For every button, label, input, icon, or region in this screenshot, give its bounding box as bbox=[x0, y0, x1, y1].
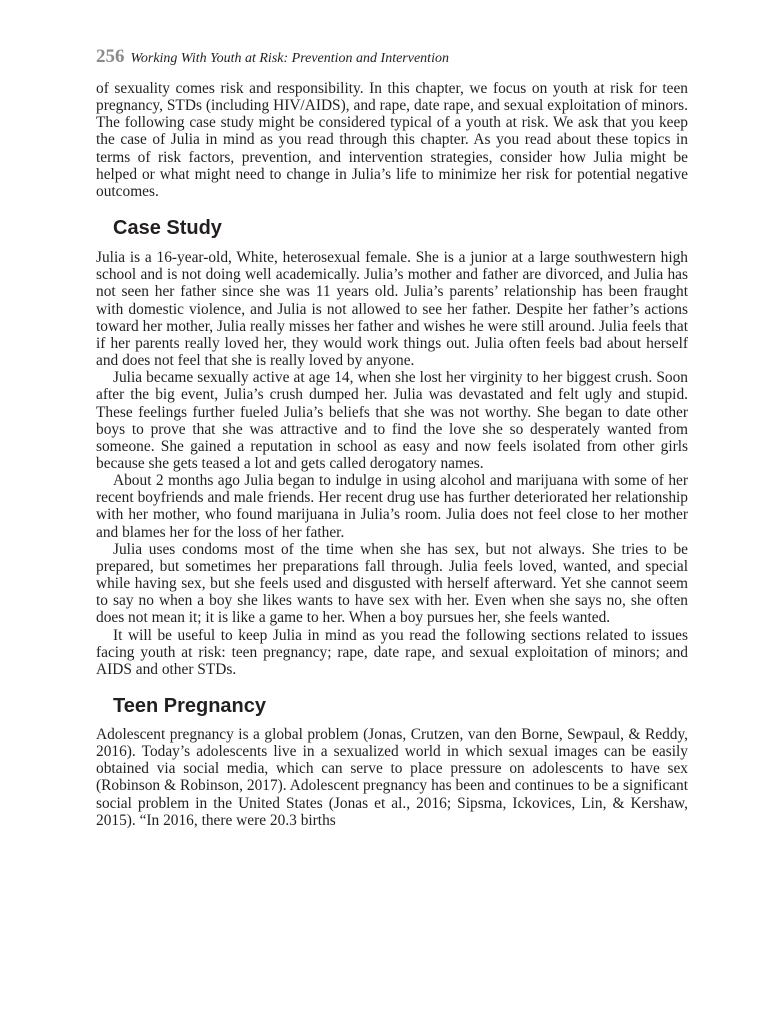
teen-pregnancy-heading: Teen Pregnancy bbox=[113, 695, 267, 717]
case-study-paragraph-1: Julia is a 16-year-old, White, heterosexual female. She is a junior at a large southwestern high school and is not doing well academically. Julia’s mother and father are divorced, and Julia has not seen her father since she was 11 years old. Julia’s parents’ relationship has been fraught with domestic violence, and Julia is not allowed to see her father. Despite her father’s actions toward her mother, Julia really misses her father and wishes he were still around. Julia feels that if her parents really loved her, they would work things out. Julia often feels bad about herself and does not feel that she is really loved by anyone. bbox=[96, 249, 688, 370]
running-header bbox=[96, 46, 688, 70]
page-number: 256 bbox=[96, 46, 125, 67]
case-study-paragraph-3: About 2 months ago Julia began to indulge in using alcohol and marijuana with some of her recent boyfriends and male friends. Her recent drug use has further deteriorated her relationship with her mother, who found marijuana in Julia’s room. Julia does not feel close to her mother and blames her for the loss of her father. bbox=[96, 472, 688, 541]
intro-paragraph: of sexuality comes risk and responsibility. In this chapter, we focus on youth at risk for teen pregnancy, STDs (including HIV/AIDS), and rape, date rape, and sexual exploitation of minors. The following case study might be considered typical of a youth at risk. We ask that you keep the case of Julia in mind as you read through this chapter. As you read about these topics in terms of risk factors, prevention, and intervention strategies, consider how Julia might be helped or what might need to change in Julia’s life to minimize her risk for potential negative outcomes. bbox=[96, 80, 688, 200]
book-page bbox=[96, 46, 688, 829]
case-study-paragraph-4: Julia uses condoms most of the time when she has sex, but not always. She tries to be prepared, but sometimes her preparations fall through. Julia feels loved, wanted, and special while having sex, but she feels used and disgusted with herself afterward. Yet she cannot seem to say no when a boy she likes wants to have sex with her. Even when she says no, she often does not mean it; it is like a game to her. When a boy pursues her, she feels wanted. bbox=[96, 540, 688, 627]
running-title: Working With Youth at Risk: Prevention and Intervention bbox=[130, 51, 449, 66]
case-study-paragraph-5: It will be useful to keep Julia in mind as you read the following sections related to issues facing youth at risk: teen pregnancy; rape, date rape, and sexual exploitation of minors; and AIDS and other STDs. bbox=[96, 626, 688, 678]
case-study-heading: Case Study bbox=[113, 217, 222, 240]
teen-pregnancy-paragraph: Adolescent pregnancy is a global problem (Jonas, Crutzen, van den Borne, Sewpaul, & Reddy, 2016). Today’s adolescents live in a sexualized world in which sexual images can be easily obtained via social media, which can serve to place pressure on adolescents to have sex (Robinson & Robinson, 2017). Adolescent pregnancy has been and continues to be a significant social problem in the United States (Jonas et al., 2016; Sipsma, Ickovices, Lin, & Kershaw, 2015). “In 2016, there were 20.3 births bbox=[96, 726, 688, 829]
case-study-paragraph-2: Julia became sexually active at age 14, when she lost her virginity to her biggest crush. Soon after the big event, Julia’s crush dumped her. Julia was devastated and felt ugly and stupid. These feelings further fueled Julia’s beliefs that she was not worthy. She began to date other boys to prove that she was attractive and to find the love she so desperately wanted from someone. She gained a reputation in school as easy and now feels isolated from other girls because she gets teased a lot and gets called derogatory names. bbox=[96, 369, 688, 472]
